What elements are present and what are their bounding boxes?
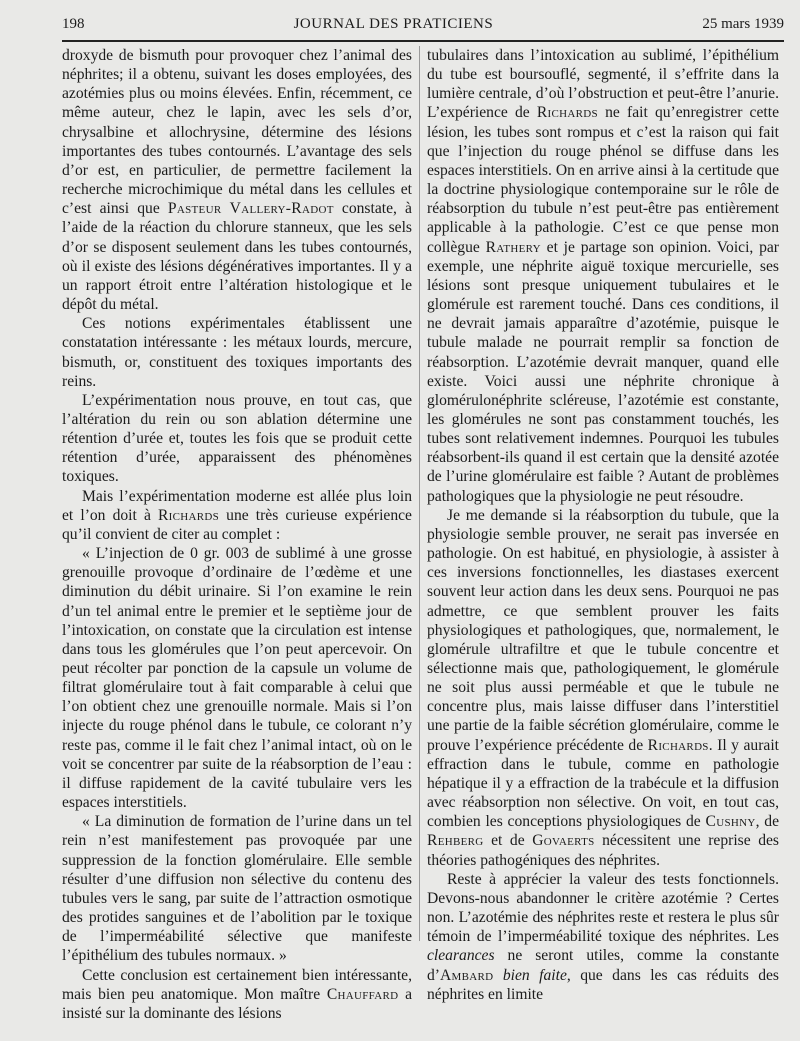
- paragraph: [62, 544, 412, 812]
- author-name: Cushny: [705, 813, 756, 831]
- text-run: [493, 967, 502, 984]
- text-run: droxyde de bismuth pour provoquer chez l’animal des néphrites; il a obtenu, suivant les doses employées, des azotémies plus ou moins élevées. Enfin, récemment, ce même auteur, chez le lapin, avec les sels d’or, chrysalbine et allochrysine, détermine des lésions importantes des tubes contournés. L’avantage des sels d’or est, en particulier, de permettre facilement la recherche microchimique du métal dans les cellules et c’est ainsi que: [62, 47, 412, 218]
- header-rule: [62, 40, 784, 42]
- text-run: et de: [483, 832, 533, 850]
- column-divider: [419, 46, 420, 941]
- text-run: et je partage son opinion. Voici, par exemple, une néphrite aiguë toxique mercurielle, ses lésions sont presque uniquement tubulaires et le glomérule est rarement touché. Dans ces conditions, il ne devrait jamais apparaître d’azotémie, puisque le tubule malade ne pourrait remplir sa fonction de réabsorption. L’azotémie devrait manquer, quand elle existe. Voici aussi une néphrite chronique à glomérulonéphrite scléreuse, l’azotémie est constante, les glomérules ne sont pas constamment touchés, les tubes sont relativement indemnes. Pourquoi les tubules réabsorbent-ils quand il est certain que la densité azotée de l’urine glomérulaire est faible ? Autant de problèmes pathologiques que la physiologie ne peut résoudre.: [427, 238, 779, 505]
- text-run: . Il y aurait effraction dans le tubule, comme en pathologie hépatique il y a effraction de la trabécule et la diffusion avec réabsorption non sélective. On voit, en tout cas, combien les conceptions physiologiques de: [427, 736, 779, 831]
- paragraph: [427, 46, 779, 506]
- paragraph: [427, 870, 779, 1004]
- running-header: [62, 16, 784, 38]
- text-run: « La diminution de formation de l’urine dans un tel rein n’est manifestement pas provoquée par une suppression de la fonction glomérulaire. Elle semble résulter d’une diffusion non sélective du contenu des tubules vers le sang, par suite de l’attraction osmotique des protides sanguines et de l’abolition par le toxique de l’imperméabilité sélective que manifeste l’épithélium des tubules normaux. »: [62, 813, 412, 965]
- author-name: Richards: [536, 104, 598, 122]
- author-name: Govaerts: [532, 832, 595, 850]
- text-run: Cette conclusion est certainement bien intéressante, mais bien peu anatomique. Mon maître: [62, 966, 412, 1003]
- text-run: Mais l’expérimentation moderne est allée plus loin et l’on doit à: [62, 487, 412, 524]
- text-run: constate, à l’aide de la réaction du chlorure stanneux, que les sels d’or se disposent seulement dans les tubes contournés, où il existe des lésions dégénératives importantes. Il y a un rapport étroit entre l’altération histologique et le dépôt du métal.: [62, 200, 412, 314]
- author-name: Chauffard: [326, 985, 399, 1003]
- text-run: ne seront utiles, comme la constante d’: [427, 947, 779, 984]
- journal-title: JOURNAL DES PRATICIENS: [293, 16, 494, 32]
- paragraph: [62, 812, 412, 965]
- paragraph: [62, 487, 412, 544]
- text-run: nécessitent une reprise des théories pathogéniques des néphrites.: [427, 832, 779, 869]
- right-text-column: [427, 46, 779, 1037]
- author-name: Richards: [157, 506, 220, 524]
- text-run: Ces notions expérimentales établissent une constatation intéressante : les métaux lourds, mercure, bismuth, or, constituent des toxiques importants des reins.: [62, 315, 412, 390]
- text-run: , que dans les cas réduits des néphrites en limite: [427, 966, 779, 1003]
- author-name: Rehberg: [427, 832, 484, 850]
- text-run: une très curieuse expérience qu’il convient de citer au complet :: [62, 506, 412, 543]
- left-text-column: [62, 46, 412, 1037]
- text-run: tubulaires dans l’intoxication au sublimé, l’épithélium du tube est boursouflé, segmenté, il s’effrite dans la lumière centrale, d’où l’obstruction et peut-être l’anurie. L’expérience de: [427, 47, 779, 122]
- author-name: Ambard: [440, 966, 494, 984]
- issue-date: 25 mars 1939: [702, 16, 784, 32]
- page-number: 198: [62, 16, 85, 32]
- author-name: Pasteur Vallery-Radot: [167, 200, 334, 218]
- text-run: , de: [755, 813, 779, 831]
- emphasis-text: clearances: [427, 947, 495, 965]
- author-name: Richards: [647, 736, 709, 754]
- text-run: Je me demande si la réabsorption du tubule, que la physiologie semble prouver, ne serait pas inversée en pathologie. On est habitué, en physiologie, à assister à ces inversions fonctionnelles, les diastases exercent souvent leur action dans les deux sens. Pourquoi ne pas admettre, ce que semblent prouver les faits physiologiques et pathologiques, que, normalement, le glomérule ultrafiltre et que le tubule concentre et sélectionne mais que, pathologiquement, le glomérule ne soit plus aussi perméable et que le tubule ne concentre plus, mais laisse diffuser dans l’interstitiel une partie de la faible sécrétion glomérulaire, comme le prouve l’expérience précédente de: [427, 506, 779, 754]
- text-run: Reste à apprécier la valeur des tests fonctionnels. Devons-nous abandonner le critère azotémie ? Certes non. L’azotémie des néphrites reste et restera le plus sûr témoin de l’imperméabilité toxique des néphrites. Les: [427, 870, 779, 946]
- emphasis-text: bien faite: [502, 966, 567, 984]
- text-run: L’expérimentation nous prouve, en tout cas, que l’altération du rein ou son ablation détermine une rétention d’urée et, toutes les fois que se produit cette rétention d’urée, apparaissent des phénomènes toxiques.: [62, 391, 412, 486]
- paragraph: [62, 46, 412, 314]
- paragraph: [62, 391, 412, 487]
- paragraph: [62, 314, 412, 391]
- author-name: Rathery: [485, 238, 541, 256]
- text-run: « L’injection de 0 gr. 003 de sublimé à une grosse grenouille provoque d’ordinaire de l’œdème et une diminution du débit urinaire. Si l’on examine le rein d’un tel animal entre le premier et le septième jour de l’intoxication, on constate que la circulation est intense dans tous les glomérules que l’on peut apercevoir. On peut récolter par ponction de la capsule un volume de filtrat glomérulaire tout à fait comparable à celui que l’on obtient chez une grenouille normale. Mais si l’on injecte du rouge phénol dans le tubule, ce colorant n’y reste pas, comme il le fait chez l’animal intact, où on le voit se concentrer par suite de la réabsorption de l’eau : il diffuse rapidement de la cavité tubulaire vers les espaces interstitiels.: [62, 545, 412, 812]
- paragraph: [62, 966, 412, 1023]
- paragraph: [427, 506, 779, 870]
- text-run: ne fait qu’enregistrer cette lésion, les tubes sont rompus et c’est la raison qui fait que l’injection du rouge phénol se diffuse dans les espaces interstitiels. On en arrive ainsi à la certitude que la doctrine physiologique contemporaine sur le rôle de réabsorption du tubule n’est peut-être pas entièrement applicable à la pathologie. C’est ce que pense mon collègue: [427, 104, 779, 256]
- text-run: a insisté sur la dominante des lésions: [62, 985, 412, 1022]
